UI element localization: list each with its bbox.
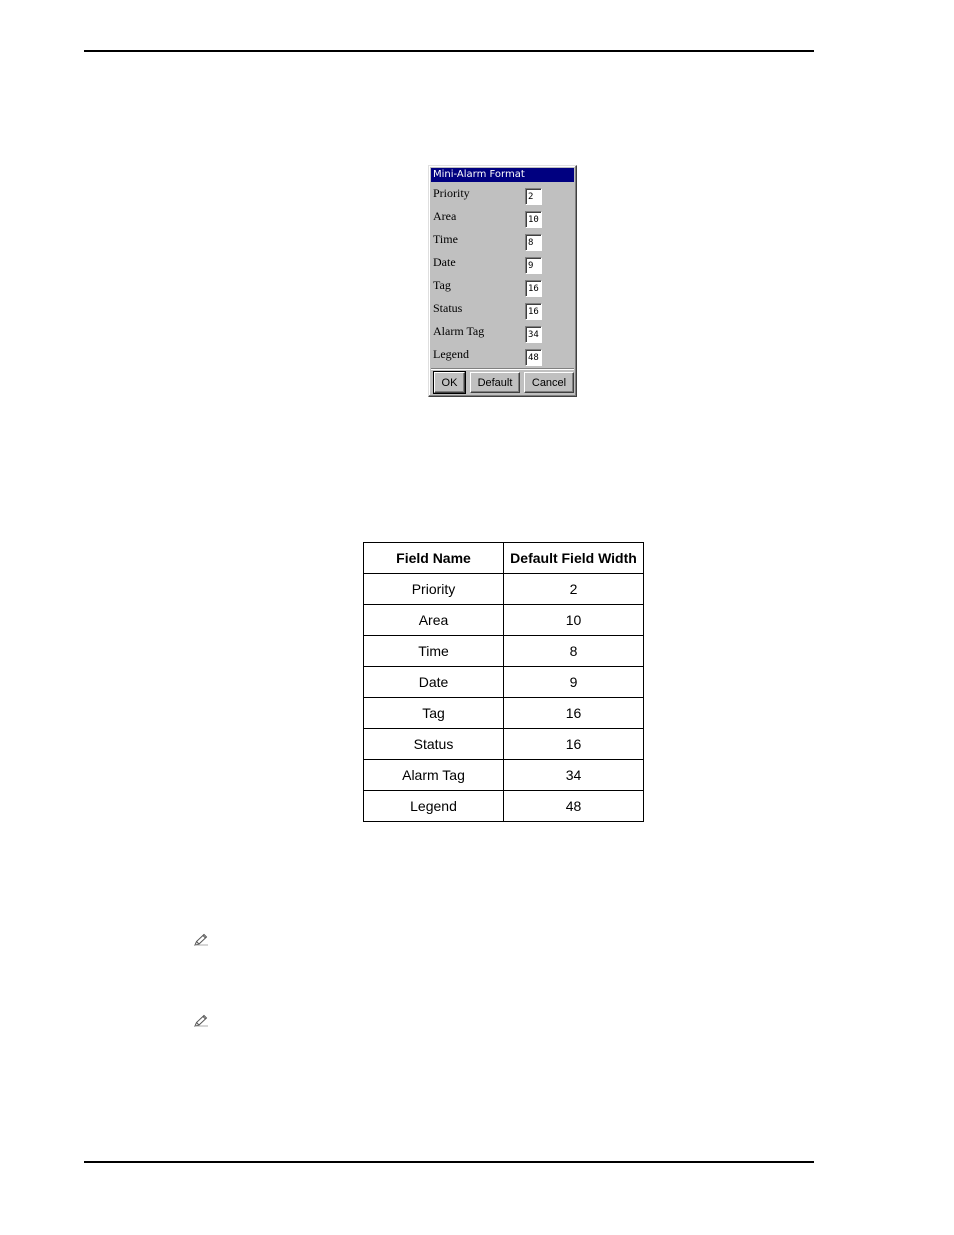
alarm-tag-width-input[interactable] — [525, 326, 542, 343]
cell-default-width: 16 — [504, 698, 644, 729]
table-row — [364, 636, 644, 667]
field-row-legend — [429, 347, 576, 367]
field-row-area — [429, 209, 576, 229]
ok-button[interactable]: OK — [434, 372, 465, 393]
tag-width-input[interactable] — [525, 280, 542, 297]
field-label-legend: Legend — [433, 347, 469, 361]
field-row-date — [429, 255, 576, 275]
cell-default-width: 34 — [504, 760, 644, 791]
field-label-date: Date — [433, 255, 456, 269]
column-header-field-name: Field Name — [364, 543, 504, 574]
table-row — [364, 605, 644, 636]
table-row — [364, 791, 644, 822]
cancel-button[interactable]: Cancel — [524, 372, 574, 393]
header-rule — [84, 50, 814, 52]
default-field-width-table — [363, 542, 644, 822]
column-header-default-width: Default Field Width — [504, 543, 644, 574]
field-label-tag: Tag — [433, 278, 451, 292]
cell-field-name: Tag — [364, 698, 504, 729]
table-row — [364, 574, 644, 605]
cell-default-width: 16 — [504, 729, 644, 760]
field-label-area: Area — [433, 209, 457, 223]
area-width-input[interactable] — [525, 211, 542, 228]
field-label-status: Status — [433, 301, 463, 315]
field-row-time — [429, 232, 576, 252]
status-width-input[interactable] — [525, 303, 542, 320]
cell-field-name: Status — [364, 729, 504, 760]
field-label-alarm-tag: Alarm Tag — [433, 324, 485, 338]
cell-field-name: Time — [364, 636, 504, 667]
field-row-alarm-tag — [429, 324, 576, 344]
cell-default-width: 10 — [504, 605, 644, 636]
footer-rule — [84, 1161, 814, 1163]
cell-field-name: Date — [364, 667, 504, 698]
pencil-icon — [194, 933, 210, 947]
legend-width-input[interactable] — [525, 349, 542, 366]
cell-field-name: Area — [364, 605, 504, 636]
pencil-icon — [194, 1014, 210, 1028]
priority-width-input[interactable] — [525, 188, 542, 205]
field-label-priority: Priority — [433, 186, 470, 200]
field-row-priority — [429, 186, 576, 206]
time-width-input[interactable] — [525, 234, 542, 251]
default-button[interactable]: Default — [470, 372, 520, 393]
date-width-input[interactable] — [525, 257, 542, 274]
cell-default-width: 48 — [504, 791, 644, 822]
cell-field-name: Priority — [364, 574, 504, 605]
mini-alarm-format-dialog — [428, 165, 577, 397]
table-header-row — [364, 543, 644, 574]
table-row — [364, 667, 644, 698]
field-row-tag — [429, 278, 576, 298]
table-row — [364, 760, 644, 791]
dialog-title: Mini-Alarm Format — [431, 168, 574, 182]
cell-field-name: Legend — [364, 791, 504, 822]
cell-default-width: 2 — [504, 574, 644, 605]
table-row — [364, 698, 644, 729]
table-row — [364, 729, 644, 760]
cell-default-width: 9 — [504, 667, 644, 698]
cell-field-name: Alarm Tag — [364, 760, 504, 791]
cell-default-width: 8 — [504, 636, 644, 667]
field-label-time: Time — [433, 232, 458, 246]
button-separator — [431, 368, 574, 370]
field-row-status — [429, 301, 576, 321]
